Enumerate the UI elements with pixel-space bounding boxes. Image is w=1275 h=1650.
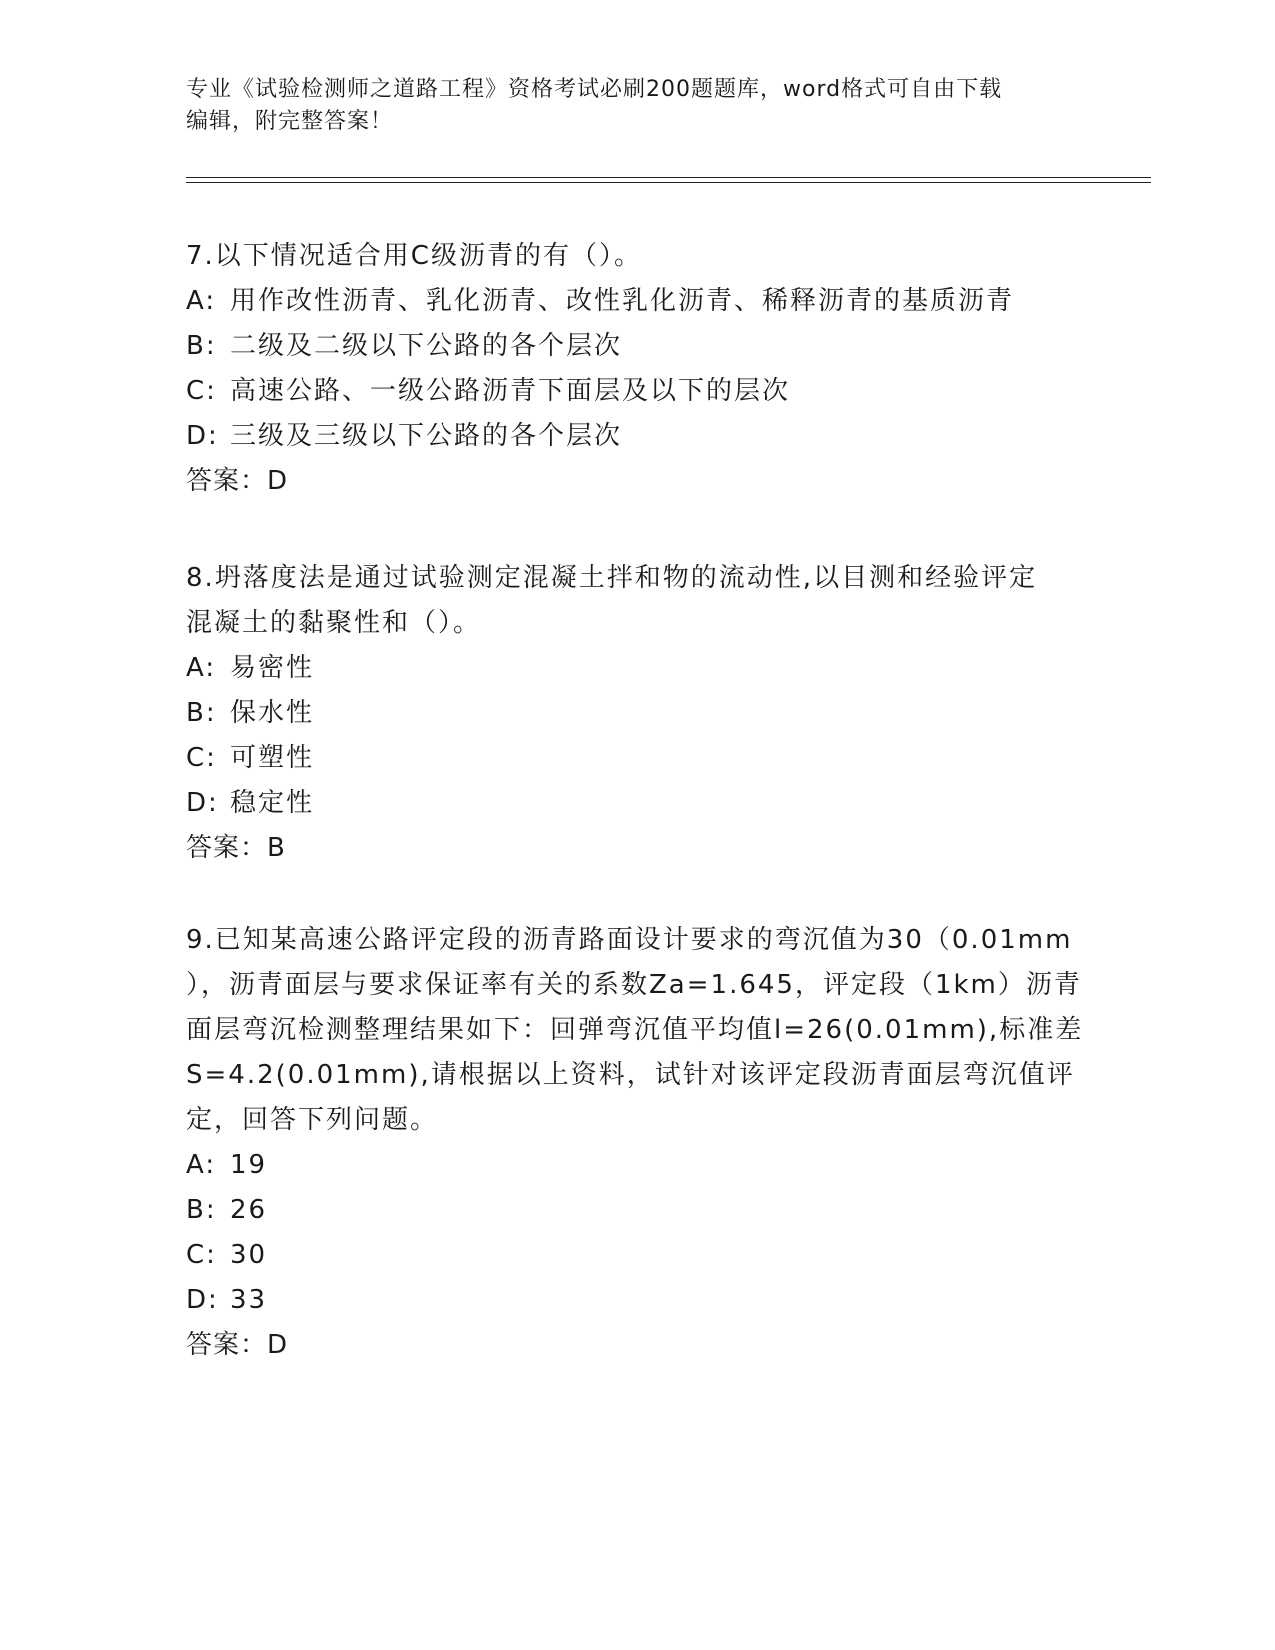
question-stem: 8.坍落度法是通过试验测定混凝土拌和物的流动性,以目测和经验评定 — [186, 563, 1038, 593]
option-text: 三级及三级以下公路的各个层次 — [230, 421, 623, 451]
header-divider-top — [186, 177, 1151, 178]
option-text: 33 — [230, 1285, 268, 1315]
option-text: 26 — [230, 1195, 268, 1225]
answer-line — [186, 459, 1086, 504]
option-key: B: — [186, 331, 217, 361]
option-a — [186, 279, 1086, 324]
option-key: D: — [186, 788, 219, 818]
option-key: B: — [186, 698, 217, 728]
option-text: 二级及二级以下公路的各个层次 — [230, 331, 623, 361]
header-line-2: 编辑，附完整答案！ — [186, 109, 394, 134]
answer-line — [186, 826, 1086, 871]
answer-label: 答案： — [186, 466, 268, 496]
option-text: 19 — [230, 1150, 268, 1180]
option-key: D: — [186, 421, 219, 451]
option-key: A: — [186, 653, 217, 683]
option-text: 稳定性 — [230, 788, 315, 818]
question-stem: 面层弯沉检测整理结果如下：回弹弯沉值平均值l=26(0.01mm),标准差 — [186, 1015, 1084, 1045]
answer-line — [186, 1323, 1086, 1368]
option-c — [186, 369, 1086, 414]
option-key: B: — [186, 1195, 217, 1225]
question-8 — [186, 556, 1086, 871]
option-key: D: — [186, 1285, 219, 1315]
option-a — [186, 1143, 1086, 1188]
question-9 — [186, 918, 1086, 1368]
answer-value: D — [267, 466, 289, 496]
answer-value: B — [267, 833, 286, 863]
option-key: A: — [186, 286, 217, 316]
option-b — [186, 324, 1086, 369]
question-stem: 9.已知某高速公路评定段的沥青路面设计要求的弯沉值为30（0.01mm — [186, 925, 1073, 955]
option-text: 易密性 — [230, 653, 315, 683]
option-d — [186, 781, 1086, 826]
header-line-1: 专业《试验检测师之道路工程》资格考试必刷200题题库，word格式可自由下载 — [186, 77, 1003, 102]
question-stem: ），沥青面层与要求保证率有关的系数Za=1.645，评定段（1km）沥青 — [186, 970, 1082, 1000]
option-key: C: — [186, 743, 217, 773]
question-stem: S=4.2(0.01mm),请根据以上资料，试针对该评定段沥青面层弯沉值评 — [186, 1060, 1075, 1090]
question-stem: 7.以下情况适合用C级沥青的有（）。 — [186, 241, 642, 271]
option-a — [186, 646, 1086, 691]
option-d — [186, 414, 1086, 459]
answer-label: 答案： — [186, 1330, 268, 1360]
option-key: C: — [186, 376, 217, 406]
answer-value: D — [267, 1330, 289, 1360]
question-stem: 混凝土的黏聚性和（）。 — [186, 608, 482, 638]
option-d — [186, 1278, 1086, 1323]
option-c — [186, 736, 1086, 781]
header-divider-bottom — [186, 182, 1151, 183]
option-b — [186, 691, 1086, 736]
answer-label: 答案： — [186, 833, 268, 863]
question-stem: 定，回答下列问题。 — [186, 1105, 439, 1135]
option-text: 用作改性沥青、乳化沥青、改性乳化沥青、稀释沥青的基质沥青 — [230, 286, 1015, 316]
option-text: 可塑性 — [230, 743, 315, 773]
option-b — [186, 1188, 1086, 1233]
question-7 — [186, 234, 1086, 504]
option-c — [186, 1233, 1086, 1278]
option-key: A: — [186, 1150, 217, 1180]
option-text: 保水性 — [230, 698, 315, 728]
option-key: C: — [186, 1240, 217, 1270]
document-header — [186, 74, 1086, 138]
option-text: 高速公路、一级公路沥青下面层及以下的层次 — [230, 376, 791, 406]
option-text: 30 — [230, 1240, 268, 1270]
